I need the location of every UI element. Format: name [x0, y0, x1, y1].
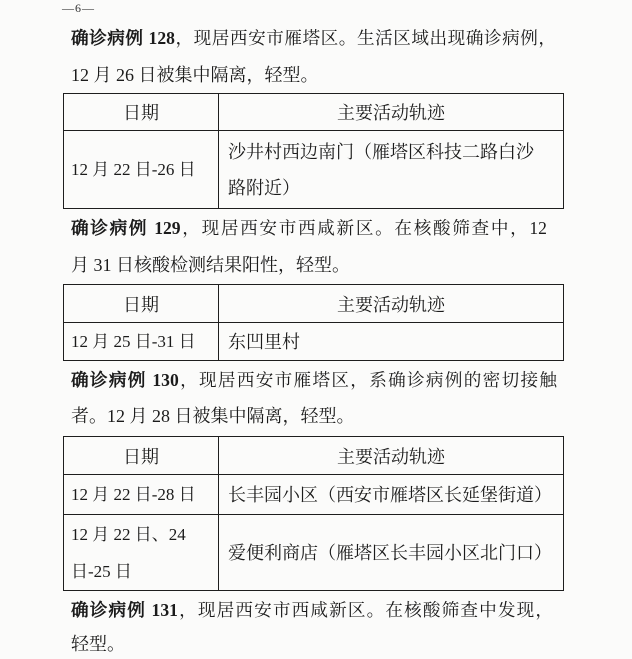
cell-line: 路附近） — [228, 177, 300, 198]
activity-table-129 — [63, 284, 564, 361]
activity-cell — [219, 131, 564, 209]
date-cell — [64, 475, 219, 515]
table-header-activity: 主要活动轨迹 — [219, 94, 564, 131]
table-header-activity: 主要活动轨迹 — [219, 285, 564, 323]
case-label: 确诊病例 128 — [71, 28, 175, 48]
cell-line: 东凹里村 — [228, 331, 300, 352]
cell-line: 长丰园小区（西安市雁塔区长延堡街道） — [228, 484, 552, 505]
case-label: 确诊病例 131 — [71, 600, 178, 620]
table-row — [64, 323, 564, 361]
table-row — [64, 131, 564, 209]
cell-line: 爱便利商店（雁塔区长丰园小区北门口） — [228, 542, 552, 563]
case-text: ，现居西安市雁塔区，系确诊病例的密切接触 — [178, 370, 557, 390]
case-128-line-2: 12 月 26 日被集中隔离，轻型。 — [71, 65, 319, 85]
table-header-row — [64, 437, 564, 475]
table-header-date: 日期 — [64, 94, 219, 131]
page-marker: —6— — [62, 1, 95, 15]
cell-line: 12 月 22 日、24 — [71, 524, 186, 544]
activity-table-130 — [63, 436, 564, 591]
case-129-line-1 — [71, 210, 547, 246]
case-131-line-2: 轻型。 — [71, 634, 125, 654]
case-label: 确诊病例 130 — [71, 370, 179, 390]
case-131-line-1 — [71, 592, 553, 628]
case-text: ，现居西安市西咸新区。在核酸筛查中，12 — [180, 218, 547, 238]
case-label: 确诊病例 129 — [71, 218, 181, 238]
table-header-date: 日期 — [64, 437, 219, 475]
case-130-line-2: 者。12 月 28 日被集中隔离，轻型。 — [71, 406, 355, 426]
date-cell — [64, 515, 219, 591]
case-128-line-1 — [71, 20, 556, 56]
case-130-line-1 — [71, 362, 557, 398]
table-row — [64, 515, 564, 591]
cell-line: 沙井村西边南门（雁塔区科技二路白沙 — [228, 141, 534, 162]
date-cell — [64, 131, 219, 209]
activity-table-128 — [63, 93, 564, 209]
cell-line: 12 月 22 日-28 日 — [71, 484, 196, 504]
date-cell — [64, 323, 219, 361]
activity-cell — [219, 475, 564, 515]
table-row — [64, 475, 564, 515]
case-129-line-2: 月 31 日核酸检测结果阳性，轻型。 — [71, 255, 350, 275]
activity-cell — [219, 323, 564, 361]
table-header-row — [64, 285, 564, 323]
table-header-activity: 主要活动轨迹 — [219, 437, 564, 475]
table-header-date: 日期 — [64, 285, 219, 323]
cell-line: 12 月 25 日-31 日 — [71, 331, 196, 351]
cell-line: 日-25 日 — [71, 561, 132, 581]
case-text: ，现居西安市雁塔区。生活区域出现确诊病例， — [174, 28, 556, 48]
cell-line: 12 月 22 日-26 日 — [71, 159, 196, 179]
activity-cell — [219, 515, 564, 591]
case-text: ，现居西安市西咸新区。在核酸筛查中发现， — [177, 600, 553, 620]
table-header-row — [64, 94, 564, 131]
